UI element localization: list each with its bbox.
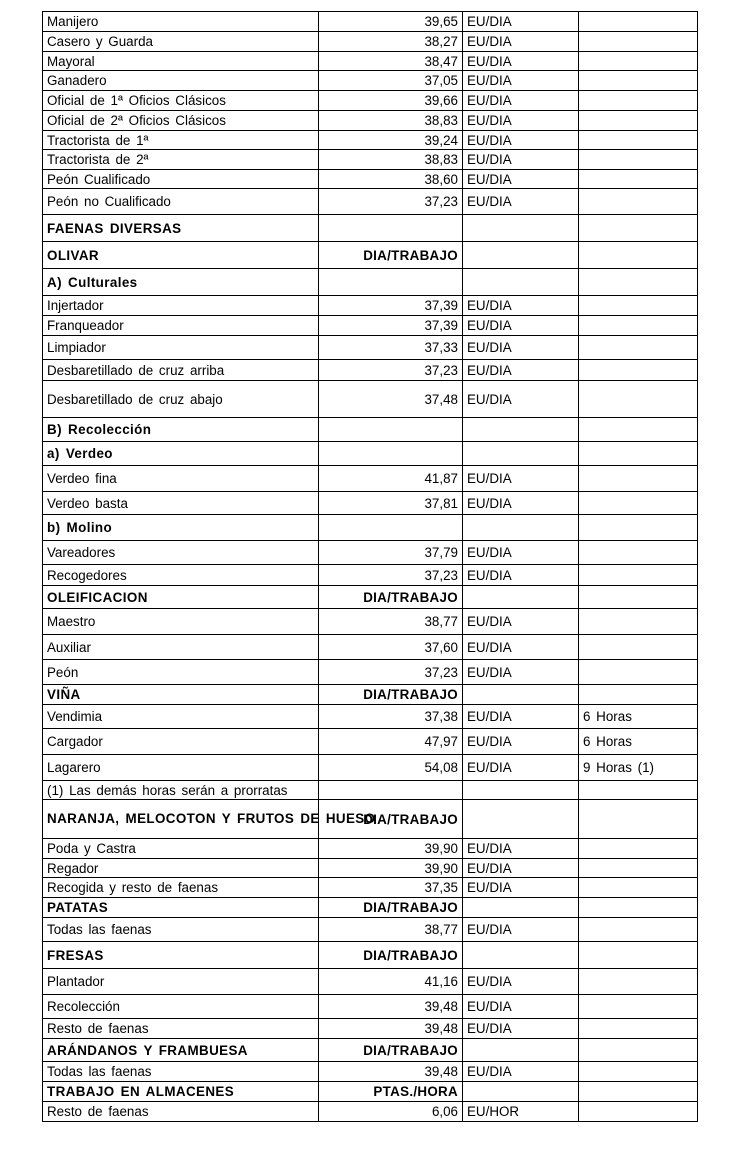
row-value: 41,87 [319,466,463,492]
row-note [579,269,698,296]
row-label: Poda y Castra [43,839,319,859]
row-label: B) Recolección [43,418,319,442]
row-unit: EU/DIA [463,316,579,336]
row-label: Peón Cualificado [43,170,319,189]
table-row [43,969,698,995]
row-note [579,381,698,418]
table-row [43,586,698,609]
row-label: Recogedores [43,565,319,586]
table-row [43,492,698,515]
table-row [43,52,698,71]
row-unit: EU/DIA [463,729,579,755]
row-label: Injertador [43,296,319,316]
row-note [579,466,698,492]
row-note [579,541,698,565]
table-row [43,1019,698,1039]
row-label: Recogida y resto de faenas [43,878,319,898]
row-note [579,215,698,242]
row-note [579,859,698,878]
row-unit: EU/DIA [463,150,579,170]
row-label: Casero y Guarda [43,32,319,52]
row-note [579,969,698,995]
table-row [43,729,698,755]
row-unit [463,442,579,466]
row-value [319,418,463,442]
row-unit: EU/DIA [463,918,579,942]
row-label: Resto de faenas [43,1019,319,1039]
row-label: Oficial de 1ª Oficios Clásicos [43,91,319,111]
table-row [43,898,698,918]
row-note [579,336,698,360]
row-value: 6,06 [319,1102,463,1122]
row-unit: EU/DIA [463,466,579,492]
row-note [579,52,698,71]
row-label: PATATAS [43,898,319,918]
row-note [579,296,698,316]
row-note [579,316,698,336]
row-unit: EU/DIA [463,189,579,215]
table-row [43,296,698,316]
row-label: FRESAS [43,942,319,969]
row-note [579,1039,698,1062]
row-note [579,442,698,466]
row-value [319,515,463,541]
row-value: 38,83 [319,111,463,131]
table-row [43,150,698,170]
table-row [43,71,698,91]
row-value: 39,24 [319,131,463,150]
row-unit: EU/DIA [463,755,579,781]
row-unit [463,215,579,242]
row-value: 38,77 [319,609,463,635]
row-unit: EU/DIA [463,995,579,1019]
row-label: NARANJA, MELOCOTON Y FRUTOS DE HUESO [43,800,319,839]
row-note [579,71,698,91]
row-note [579,781,698,800]
row-note [579,242,698,269]
table-row [43,918,698,942]
row-note [579,515,698,541]
row-note [579,32,698,52]
table-row [43,1082,698,1102]
row-label: Auxiliar [43,635,319,660]
table-row [43,32,698,52]
row-note: 9 Horas (1) [579,755,698,781]
row-label: Tractorista de 1ª [43,131,319,150]
table-row [43,1062,698,1082]
row-value: 37,23 [319,660,463,685]
row-value: DIA/TRABAJO [319,800,463,839]
row-value: 38,47 [319,52,463,71]
row-note [579,1062,698,1082]
row-note [579,170,698,189]
row-unit: EU/DIA [463,381,579,418]
row-value: 41,16 [319,969,463,995]
row-label: Franqueador [43,316,319,336]
table-row [43,839,698,859]
row-label: OLIVAR [43,242,319,269]
row-unit: EU/DIA [463,492,579,515]
row-unit [463,800,579,839]
row-unit [463,685,579,705]
table-row [43,800,698,839]
row-unit: EU/DIA [463,878,579,898]
row-label: Peón no Cualificado [43,189,319,215]
row-note [579,918,698,942]
row-label: TRABAJO EN ALMACENES [43,1082,319,1102]
row-label: FAENAS DIVERSAS [43,215,319,242]
row-value: 39,66 [319,91,463,111]
table-row [43,541,698,565]
row-unit [463,515,579,541]
table-row [43,635,698,660]
row-note [579,418,698,442]
row-unit [463,242,579,269]
row-unit: EU/DIA [463,336,579,360]
row-unit: EU/DIA [463,660,579,685]
row-value [319,269,463,296]
row-value: 37,05 [319,71,463,91]
row-value: 37,38 [319,705,463,729]
row-label: Resto de faenas [43,1102,319,1122]
row-unit [463,898,579,918]
row-value: DIA/TRABAJO [319,685,463,705]
row-unit: EU/HOR [463,1102,579,1122]
row-unit: EU/DIA [463,1062,579,1082]
row-note [579,839,698,859]
table-row [43,660,698,685]
row-label: Recolección [43,995,319,1019]
row-note: 6 Horas [579,705,698,729]
row-unit: EU/DIA [463,635,579,660]
wage-table [42,11,698,1122]
row-unit: EU/DIA [463,541,579,565]
row-label: Todas las faenas [43,1062,319,1082]
row-unit [463,269,579,296]
table-row [43,316,698,336]
row-unit: EU/DIA [463,859,579,878]
row-note [579,685,698,705]
row-value [319,442,463,466]
row-label: Plantador [43,969,319,995]
row-value: 37,81 [319,492,463,515]
table-row [43,170,698,189]
row-unit: EU/DIA [463,170,579,189]
row-label: Regador [43,859,319,878]
row-note [579,942,698,969]
row-unit [463,586,579,609]
row-unit: EU/DIA [463,609,579,635]
row-value: DIA/TRABAJO [319,1039,463,1062]
row-note [579,1082,698,1102]
row-note [579,1019,698,1039]
table-row [43,111,698,131]
row-value: 39,48 [319,1062,463,1082]
row-label: Peón [43,660,319,685]
row-value: 37,33 [319,336,463,360]
row-value: 39,48 [319,1019,463,1039]
row-label: Todas las faenas [43,918,319,942]
row-value: 37,23 [319,360,463,381]
table-row [43,515,698,541]
row-value: DIA/TRABAJO [319,942,463,969]
row-value: 37,23 [319,565,463,586]
row-label: Vareadores [43,541,319,565]
row-unit: EU/DIA [463,32,579,52]
row-note [579,150,698,170]
row-value: 37,39 [319,296,463,316]
row-value: 37,39 [319,316,463,336]
row-label: Tractorista de 2ª [43,150,319,170]
row-value: 39,90 [319,839,463,859]
row-unit [463,1039,579,1062]
row-value: 39,65 [319,12,463,32]
table-row [43,336,698,360]
row-note [579,609,698,635]
table-row [43,91,698,111]
table-row [43,12,698,32]
row-unit: EU/DIA [463,1019,579,1039]
row-unit: EU/DIA [463,969,579,995]
row-label: Lagarero [43,755,319,781]
table-row [43,878,698,898]
row-label: a) Verdeo [43,442,319,466]
row-unit: EU/DIA [463,360,579,381]
table-row [43,360,698,381]
row-label: Maestro [43,609,319,635]
table-row [43,215,698,242]
row-label: (1) Las demás horas serán a prorratas [43,781,319,800]
row-unit [463,781,579,800]
row-note [579,12,698,32]
row-value: 37,60 [319,635,463,660]
table-row [43,995,698,1019]
row-value: 37,35 [319,878,463,898]
row-value: PTAS./HORA [319,1082,463,1102]
row-note: 6 Horas [579,729,698,755]
row-label: Oficial de 2ª Oficios Clásicos [43,111,319,131]
row-unit [463,942,579,969]
table-row [43,565,698,586]
row-value: 39,90 [319,859,463,878]
table-row [43,466,698,492]
row-note [579,565,698,586]
row-label: Verdeo fina [43,466,319,492]
table-row [43,1039,698,1062]
row-note [579,360,698,381]
row-value: 38,60 [319,170,463,189]
table-row [43,755,698,781]
row-label: A) Culturales [43,269,319,296]
row-value: 38,27 [319,32,463,52]
row-unit: EU/DIA [463,91,579,111]
row-unit: EU/DIA [463,71,579,91]
table-row [43,609,698,635]
row-note [579,800,698,839]
row-value: 37,48 [319,381,463,418]
row-unit [463,418,579,442]
row-note [579,635,698,660]
row-note [579,898,698,918]
row-value: DIA/TRABAJO [319,242,463,269]
table-row [43,1102,698,1122]
row-note [579,111,698,131]
row-unit: EU/DIA [463,565,579,586]
table-row [43,781,698,800]
row-unit: EU/DIA [463,52,579,71]
table-row [43,442,698,466]
row-value: 38,83 [319,150,463,170]
row-unit: EU/DIA [463,705,579,729]
row-value: 54,08 [319,755,463,781]
row-note [579,586,698,609]
row-unit: EU/DIA [463,12,579,32]
row-label: OLEIFICACION [43,586,319,609]
row-value: 38,77 [319,918,463,942]
row-unit: EU/DIA [463,296,579,316]
row-note [579,1102,698,1122]
row-value [319,215,463,242]
row-note [579,189,698,215]
table-row [43,685,698,705]
row-unit: EU/DIA [463,131,579,150]
table-row [43,859,698,878]
row-unit [463,1082,579,1102]
table-row [43,418,698,442]
table-row [43,269,698,296]
row-label: Ganadero [43,71,319,91]
table-row [43,705,698,729]
row-note [579,91,698,111]
table-row [43,189,698,215]
row-label: Manijero [43,12,319,32]
row-label: VIÑA [43,685,319,705]
row-value: 39,48 [319,995,463,1019]
row-label: b) Molino [43,515,319,541]
row-value: 37,79 [319,541,463,565]
row-label: Desbaretillado de cruz arriba [43,360,319,381]
row-label: Cargador [43,729,319,755]
row-note [579,995,698,1019]
row-label: ARÁNDANOS Y FRAMBUESA [43,1039,319,1062]
row-label: Mayoral [43,52,319,71]
row-unit: EU/DIA [463,111,579,131]
row-label: Desbaretillado de cruz abajo [43,381,319,418]
row-note [579,492,698,515]
table-row [43,131,698,150]
row-value: 47,97 [319,729,463,755]
table-row [43,381,698,418]
row-value: DIA/TRABAJO [319,586,463,609]
wage-table-body [43,12,698,1122]
row-note [579,660,698,685]
row-note [579,878,698,898]
row-label: Vendimia [43,705,319,729]
row-note [579,131,698,150]
row-label: Limpiador [43,336,319,360]
table-row [43,242,698,269]
row-unit: EU/DIA [463,839,579,859]
row-value: DIA/TRABAJO [319,898,463,918]
row-value: 37,23 [319,189,463,215]
table-row [43,942,698,969]
row-label: Verdeo basta [43,492,319,515]
row-value [319,781,463,800]
